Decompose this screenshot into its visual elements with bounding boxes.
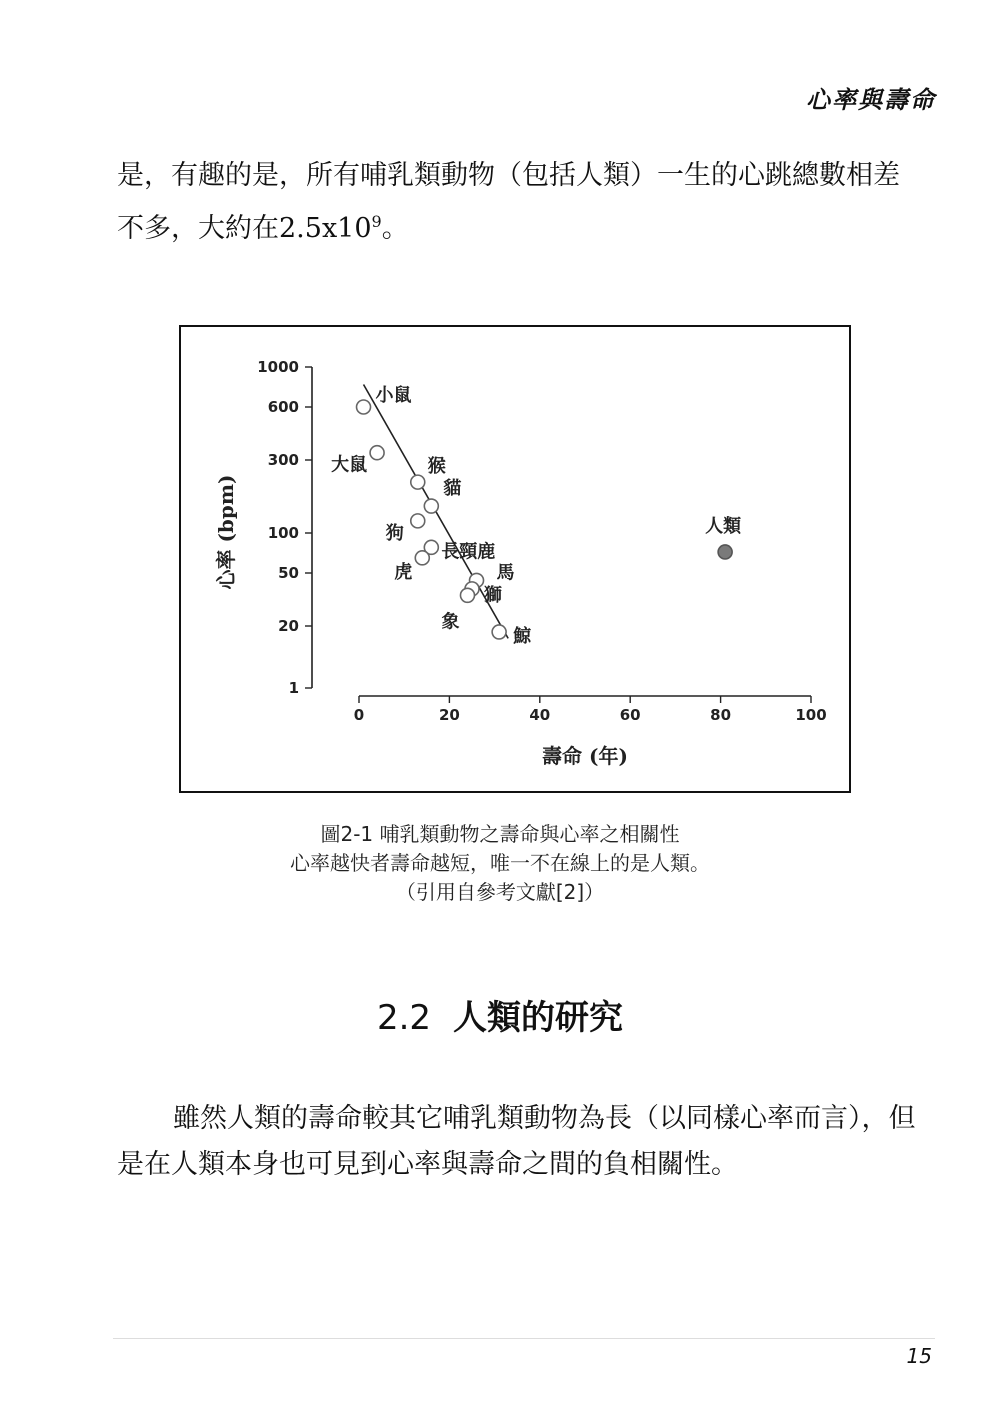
- point-label: 大鼠: [331, 454, 368, 476]
- x-axis-title: 壽命 (年): [542, 744, 628, 768]
- figure-caption-title: 圖2-1 哺乳類動物之壽命與心率之相關性: [320, 822, 680, 846]
- y-tick-label: 100: [267, 524, 299, 542]
- data-point: [718, 545, 732, 559]
- y-tick-label: 300: [267, 451, 299, 469]
- x-tick-label: 20: [438, 706, 460, 724]
- point-label: 象: [441, 611, 460, 633]
- point-label: 馬: [496, 562, 515, 584]
- figure-chart: [179, 325, 851, 793]
- exponent: 9: [371, 212, 382, 231]
- y-tick-label: 1000: [257, 358, 299, 376]
- y-tick-label: 1: [288, 679, 299, 697]
- point-label: 長頸鹿: [441, 541, 496, 563]
- point-label: 猴: [427, 456, 446, 478]
- body-paragraph: 雖然人類的壽命較其它哺乳類動物為長（以同樣心率而言），但是在人類本身也可見到心率與壽命之間的負相關性。: [117, 1103, 916, 1180]
- point-label: 鯨: [513, 625, 532, 647]
- point-label: 獅: [484, 584, 502, 606]
- running-header: 心率與壽命: [806, 85, 936, 114]
- body-paragraph: [117, 153, 917, 252]
- y-axis-title: 心率 (bpm): [214, 474, 238, 590]
- data-point: [357, 400, 371, 414]
- data-point: [460, 588, 474, 602]
- data-point: [411, 514, 425, 528]
- y-tick-label: 20: [278, 617, 299, 635]
- data-point: [411, 475, 425, 489]
- y-tick-label: 600: [267, 398, 299, 416]
- section-number: 2.2: [376, 998, 432, 1038]
- x-tick-label: 60: [619, 706, 641, 724]
- section-title: 人類的研究: [453, 998, 624, 1038]
- point-label: 虎: [394, 561, 413, 583]
- section-heading: [0, 990, 1000, 1039]
- data-point: [370, 446, 384, 460]
- data-point: [492, 625, 506, 639]
- scatter-chart: [181, 327, 849, 791]
- x-tick-label: 100: [795, 706, 827, 724]
- y-tick-label: 50: [278, 564, 299, 582]
- point-label: 貓: [443, 478, 462, 500]
- figure-caption-reference: （引用自參考文獻[2]）: [395, 880, 605, 904]
- paragraph-end: 。: [381, 213, 409, 244]
- paragraph-text: 是，有趣的是，所有哺乳類動物（包括人類）一生的心跳總數相差不多，大約在2.5x10: [117, 160, 900, 244]
- x-tick-label: 0: [353, 706, 365, 724]
- page-number: 15: [906, 1344, 932, 1368]
- footer-rule: [113, 1338, 935, 1339]
- point-label: 人類: [705, 515, 742, 537]
- x-tick-label: 80: [710, 706, 732, 724]
- figure-caption-description: 心率越快者壽命越短，唯一不在線上的是人類。: [290, 851, 710, 875]
- x-tick-label: 40: [529, 706, 551, 724]
- data-point: [415, 551, 429, 565]
- point-label: 小鼠: [375, 385, 412, 406]
- point-label: 狗: [385, 522, 404, 544]
- data-point: [424, 499, 438, 513]
